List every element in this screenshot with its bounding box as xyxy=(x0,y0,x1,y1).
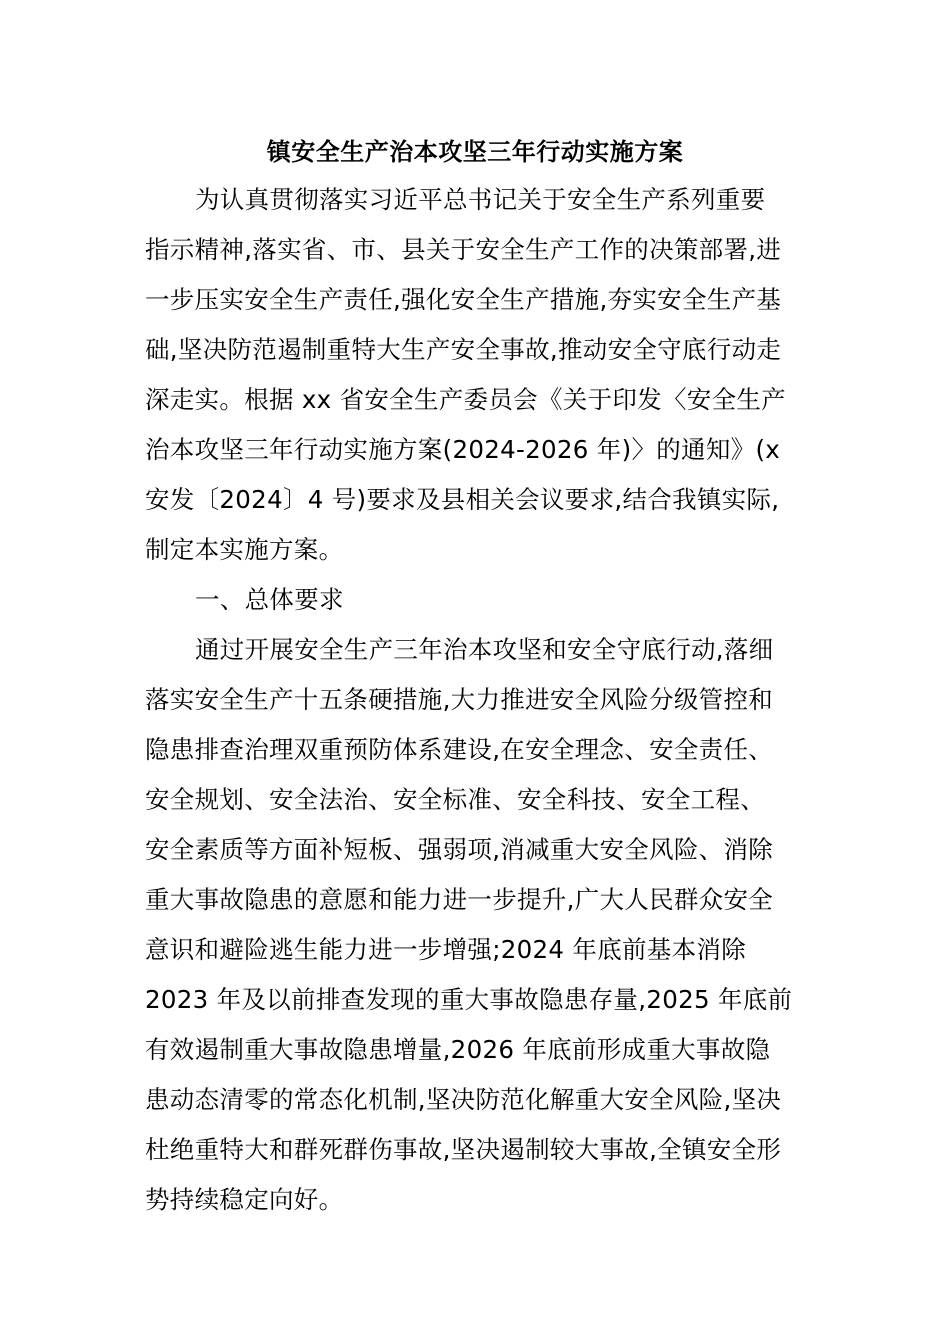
paragraph-line: 重大事故隐患的意愿和能力进一步提升,广大人民群众安全 xyxy=(145,885,774,914)
paragraph-line: 安发〔2024〕4 号)要求及县相关会议要求,结合我镇实际, xyxy=(145,485,780,514)
paragraph-line: 安全规划、安全法治、安全标准、安全科技、安全工程、 xyxy=(145,785,765,814)
section-heading: 一、总体要求 xyxy=(195,585,344,614)
paragraph-line: 2023 年及以前排查发现的重大事故隐患存量,2025 年底前 xyxy=(145,985,793,1014)
paragraph-line: 通过开展安全生产三年治本攻坚和安全守底行动,落细 xyxy=(195,635,774,664)
paragraph-line: 础,坚决防范遏制重特大生产安全事故,推动安全守底行动走 xyxy=(145,335,782,364)
paragraph-line: 安全素质等方面补短板、强弱项,消减重大安全风险、消除 xyxy=(145,835,774,864)
paragraph-line: 一步压实安全生产责任,强化安全生产措施,夯实安全生产基 xyxy=(145,285,782,314)
paragraph-line: 落实安全生产十五条硬措施,大力推进安全风险分级管控和 xyxy=(145,685,774,714)
paragraph-line: 患动态清零的常态化机制,坚决防范化解重大安全风险,坚决 xyxy=(145,1085,782,1114)
paragraph-line: 杜绝重特大和群死群伤事故,坚决遏制较大事故,全镇安全形 xyxy=(145,1135,782,1164)
paragraph-line: 治本攻坚三年行动实施方案(2024-2026 年)〉的通知》(x xyxy=(145,435,781,464)
document-title: 镇安全生产治本攻坚三年行动实施方案 xyxy=(266,138,684,166)
paragraph-line: 意识和避险逃生能力进一步增强;2024 年底前基本消除 xyxy=(145,935,746,964)
paragraph-line: 隐患排查治理双重预防体系建设,在安全理念、安全责任、 xyxy=(145,735,774,764)
paragraph-line: 有效遏制重大事故隐患增量,2026 年底前形成重大事故隐 xyxy=(145,1035,771,1064)
paragraph-line: 指示精神,落实省、市、县关于安全生产工作的决策部署,进 xyxy=(145,235,782,264)
paragraph-line: 为认真贯彻落实习近平总书记关于安全生产系列重要 xyxy=(195,185,766,214)
paragraph-line: 制定本实施方案。 xyxy=(145,535,344,564)
paragraph-line: 深走实。根据 xx 省安全生产委员会《关于印发〈安全生产 xyxy=(145,385,786,414)
paragraph-line: 势持续稳定向好。 xyxy=(145,1185,344,1214)
